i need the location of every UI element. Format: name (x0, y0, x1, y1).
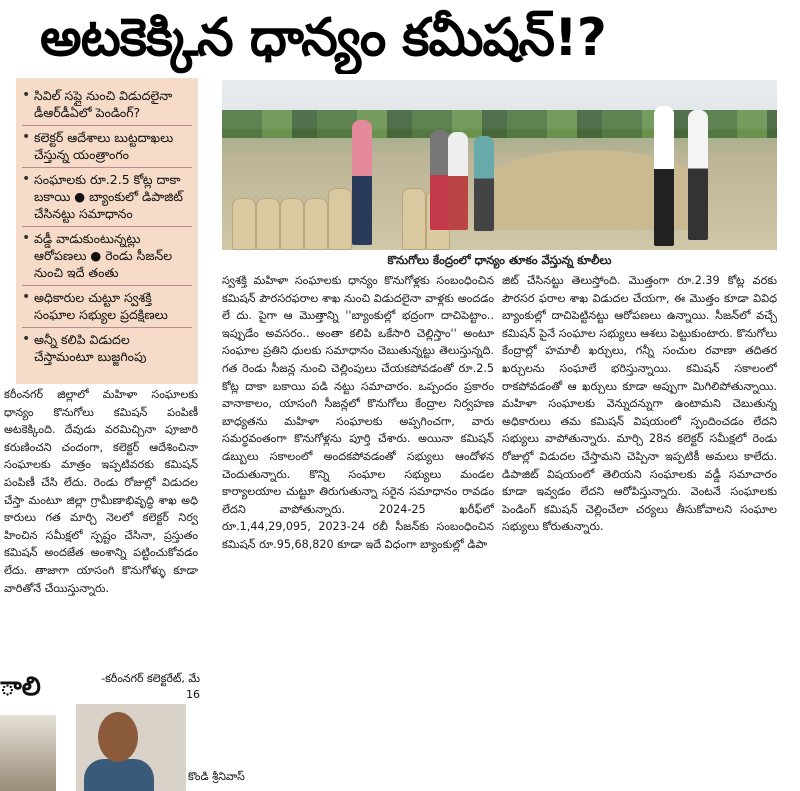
highlight-item (22, 286, 192, 328)
person (474, 136, 494, 231)
person (654, 106, 674, 246)
highlight-text: అన్నీ కలిపి విడుదల చేస్తామంటూ బుజ్జగింపు (34, 332, 147, 364)
highlight-text: అధికారుల చుట్టూ స్వశక్తి సంఘాల సభ్యుల ప్రదక్షిణలు (34, 290, 168, 322)
adjacent-headline-fragment: ాలి (0, 672, 41, 702)
article-lead: కరీంనగర్‌ జిల్లాలో మహిళా సంఘాలకు ధాన్యం కొనుగోలు కమిషన్‌ పంపిణీ అటకెక్కింది. దేవుడు వరమిచ్చినా పూజారి కరుణించని చందంగా, కలెక్టర్‌ ఆదేశించినా సంఘాలకు మాత్రం ఇప్పటివరకు కమిషన్‌ పంపిణీ చేసి లేదు. రెండు రోజుల్లో విడుదల చేస్తా మంటూ జిల్లా గ్రామీణాభివృద్ధి శాఖ అధి కారులు గత మార్చి నెలలో కలెక్టర్‌ నిర్వ హించిన సమీక్షలో స్పష్టం చేసినా, ప్రస్తుతం కమిషన్‌ అందజేత అంశాన్ని పట్టించుకోవడం లేదు. తాజాగా యాసంగి కొనుగోళ్ళు కూడా వారితోనే చేయిస్తున్నారు. (4, 388, 198, 595)
highlight-text: కలెక్టర్‌ ఆదేశాలు బుట్టదాఖలు చేస్తున్న యంత్రాంగం (34, 130, 174, 162)
person (352, 120, 372, 245)
highlight-item (22, 227, 192, 286)
sack (328, 188, 352, 250)
sack (256, 198, 280, 250)
photo-caption: కొనుగోలు కేంద్రంలో ధాన్యం తూకం వేస్తున్న కూలీలు (387, 253, 612, 267)
bullet-icon: • (22, 171, 31, 187)
highlight-item (22, 126, 192, 168)
highlight-item (22, 84, 192, 126)
bullet-icon: • (22, 331, 31, 347)
reporter-photo (76, 704, 186, 791)
highlight-item (22, 328, 192, 369)
person (430, 130, 450, 230)
bullet-icon: • (22, 289, 31, 305)
highlight-text: సివిల్‌ సప్లై నుంచి విడుదలైనా డీఆర్‌డీఏలో పెండింగ్‌? (34, 88, 173, 120)
sack (304, 198, 328, 250)
highlight-item (22, 168, 192, 227)
sack (280, 198, 304, 250)
article-column: జిట్‌ చేసినట్టు తెలుస్తోంది. మొత్తంగా రూ.2.39 కోట్ల వరకు పౌరసర ఫరాల శాఖ విడుదల చేయగా, ఈ మొత్తం కూడా వివిధ బ్యాంకుల్లో దాచిపెట్టినట్టు ఆరోపణలు ఉన్నాయి. సీజన్‌లో వచ్చే కమిషన్‌ పైనే సంఘాల సభ్యులు ఆశలు పెట్టుకుంటారు. కొనుగోలు కేంద్రాల్లో హమాలీ ఖర్చులు, గన్నీ సంచుల రవాణా తదితర ఖర్చులను సంఘాలే భరిస్తున్నాయి. కమిషన్‌ సకాలంలో రాకపోవడంతో ఆ ఖర్చులు కూడా అప్పుగా మిగిలిపోతున్నాయి. మహిళా సంఘాలకు వెన్నుదన్నుగా ఉంటామని చెబుతున్న అధికారులు తమ కమిషన్‌ విషయంలో స్పందించడం లేదని సభ్యులు వాపోతున్నారు. మార్చి 28న కలెక్టర్‌ సమీక్షలో రెండు రోజుల్లో విడుదల చేస్తామని చెప్పినా ఇప్పటికీ అమలు కాలేదు. డిపాజిట్‌ విషయంలో తెలియని సంఘాలకు వడ్డీ సమాచారం కూడా ఇవ్వడం లేదని ఆరోపిస్తున్నారు. వెంటనే సంఘాలకు పెండింగ్‌ కమిషన్‌ చెల్లించేలా చర్యలు తీసుకోవాలని సంఘాల సభ్యులు కోరుతున్నారు. (502, 274, 777, 534)
reporter-name: కొండి శ్రీనివాస్‌ (188, 770, 245, 783)
highlights-box (16, 78, 198, 384)
shirt (84, 759, 154, 791)
sack (402, 188, 426, 250)
article-column: స్వశక్తి మహిళా సంఘాలకు ధాన్యం కొనుగోళ్లకు సంబంధించిన కమిషన్‌ పౌరసరఫరాల శాఖ నుంచి విడుదలైనా వాళ్లకు అందడం లే దు. పైగా ఆ మొత్తాన్ని ''బ్యాంకుల్లో భద్రంగా దాచిపెట్టాం.. ఇప్పుడేం అవసరం.. అంతా కలిపి ఒకేసారి చెల్లిస్తాం'' అంటూ సంఘాల ప్రతిని ధులకు సమాధానం చెబుతున్నట్టు తెలుస్తున్నది. గత రెండు సీజన్ల నుంచి చెల్లింపులు చేయకపోవడంతో రూ.2.5 కోట్ల దాకా బకాయి పడి నట్టు సమాచారం. ఒప్పందం ప్రకారం వానాకాలం, యాసంగి సీజన్లలో కొనుగోలు కేంద్రాల నిర్వహణ బాధ్యతను మహిళా సంఘాలకు అప్పగించగా, వారు సమర్థవంతంగా కొనుగోళ్లను పూర్తి చేశారు. అయినా కమిషన్‌ డబ్బులు సకాలంలో అందకపోవడంతో సభ్యులు ఆందోళన చెందుతున్నారు. కొన్ని సంఘాల సభ్యులు మండల కార్యాలయాల చుట్టూ తిరుగుతున్నా సరైన సమాధానం రావడం లేదని వాపోతున్నారు. 2024-25 ఖరీఫ్‌లో రూ.1,44,29,095, 2023-24 రబీ సీజన్‌కు సంబంధించిన కమిషన్‌ రూ.95,68,820 కూడా ఇదే విధంగా బ్యాంకుల్లో డిపా (222, 274, 494, 551)
bullet-icon: • (22, 129, 31, 145)
headline: అటకెక్కిన ధాన్యం కమీషన్‌!? (40, 8, 606, 68)
bullet-icon: • (22, 230, 31, 246)
dateline: -కరీంనగర్‌ కలెక్టరేట్‌, మే 16 (101, 672, 200, 701)
person (448, 132, 468, 230)
adjacent-photo (0, 715, 56, 791)
person (688, 110, 708, 240)
grain-center-photo (222, 80, 777, 250)
sack (232, 198, 256, 250)
face (98, 712, 138, 762)
bullet-icon: • (22, 87, 31, 103)
highlight-text: వడ్డీ వాడుకుంటున్నట్లు ఆరోపణలు ● రెండు సీజన్‌ల నుంచి ఇదే తంతు (34, 231, 173, 280)
highlight-text: సంఘాలకు రూ.2.5 కోట్ల దాకా బకాయి ● బ్యాంకులో డిపాజిట్‌ చేసినట్టు సమాధానం (34, 172, 183, 221)
